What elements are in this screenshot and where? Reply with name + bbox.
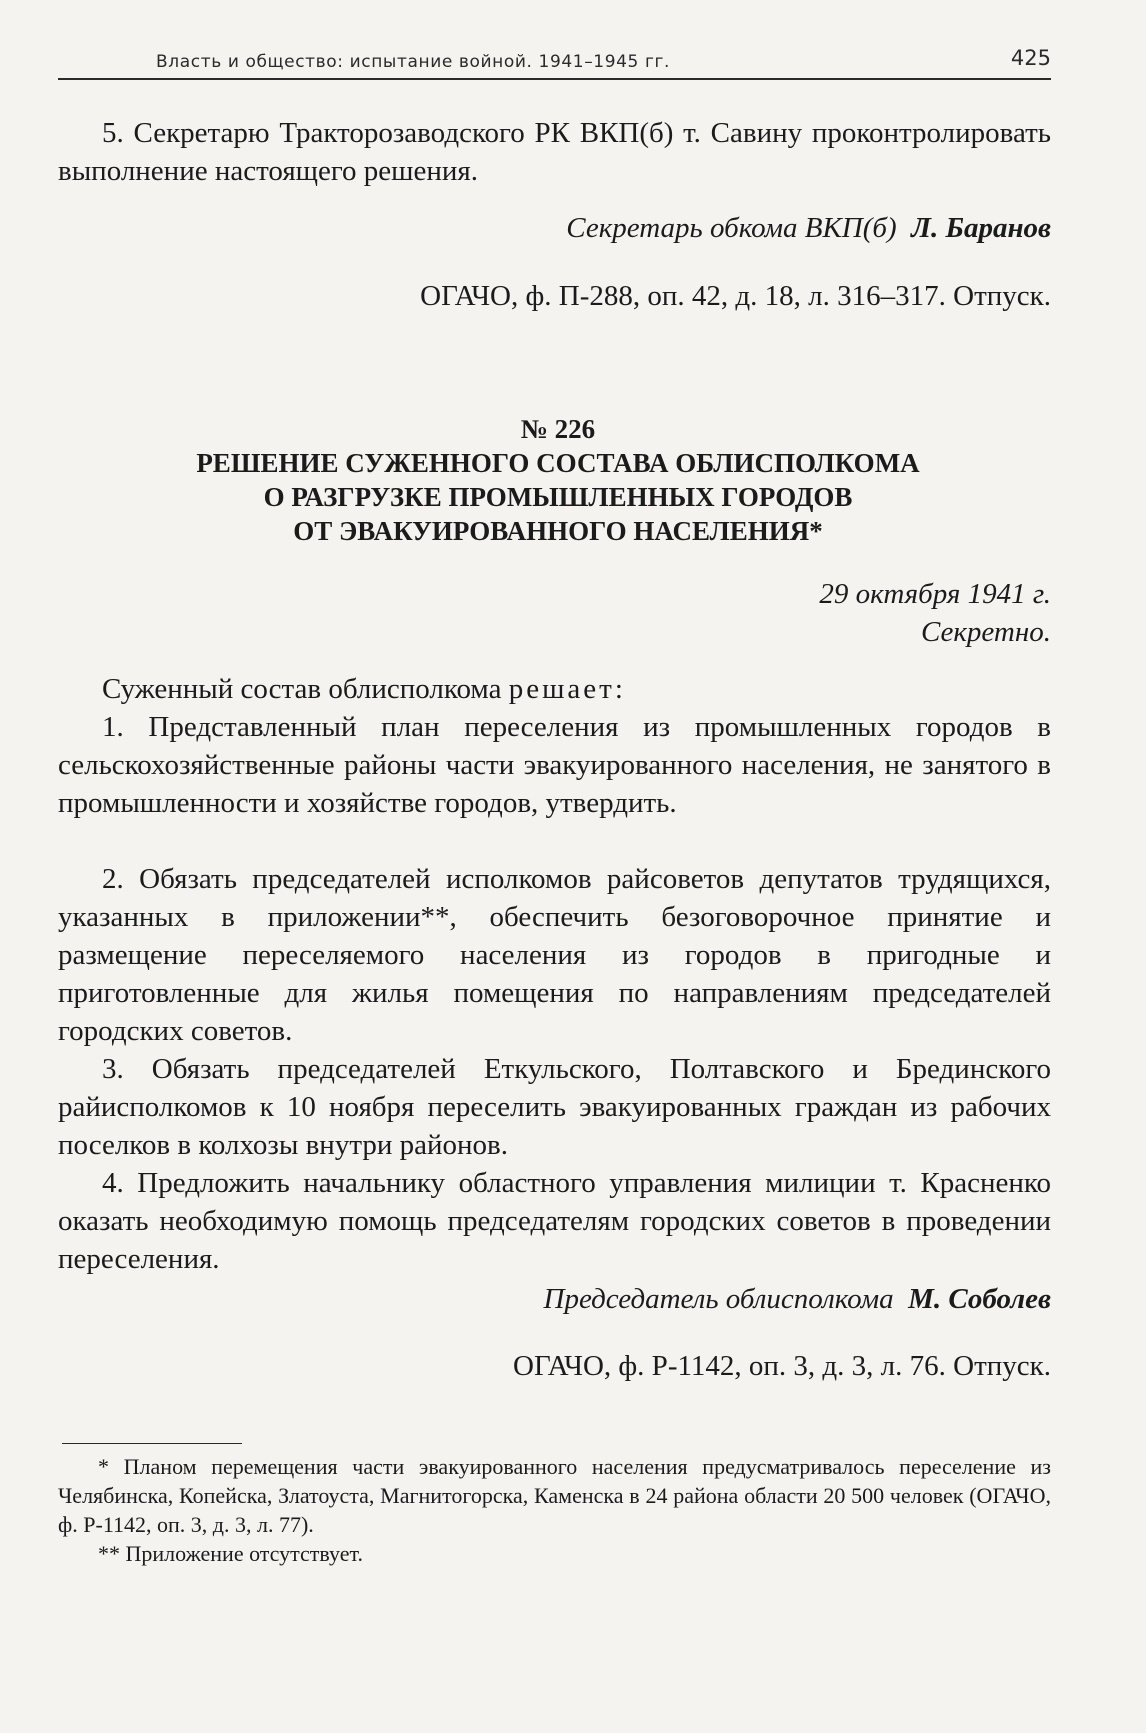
document-title-line-2: О РАЗГРУЗКЕ ПРОМЫШЛЕННЫХ ГОРОДОВ: [263, 482, 853, 512]
document-number: № 226: [520, 414, 596, 444]
prev-doc-item-5: 5. Секретарю Тракторозаводского РК ВКП(б) т. Савину проконтролировать выполнение настоящего решения.: [58, 117, 1051, 187]
prev-doc-source: ОГАЧО, ф. П-288, оп. 42, д. 18, л. 316–317. Отпуск.: [420, 280, 1051, 312]
signature-name: М. Соболев: [908, 1283, 1051, 1315]
document-source: ОГАЧО, ф. Р-1142, оп. 3, д. 3, л. 76. Отпуск.: [513, 1350, 1051, 1382]
decision-preamble: [58, 670, 1051, 708]
prev-signature-name: Л. Баранов: [911, 212, 1051, 244]
prev-doc-signature: [58, 209, 1051, 247]
running-title: Власть и общество: испытание войной. 1941–1945 гг.: [156, 52, 671, 72]
document-signature: [58, 1280, 1051, 1318]
prev-signature-role: Секретарь обкома ВКП(б): [566, 212, 897, 244]
decides-word: решает:: [508, 673, 626, 705]
running-header: [58, 42, 1051, 80]
footnotes: [58, 1452, 1051, 1568]
document-title-line-1: РЕШЕНИЕ СУЖЕННОГО СОСТАВА ОБЛИСПОЛКОМА: [196, 448, 920, 478]
footnote-2: ** Приложение отсутствует.: [98, 1541, 363, 1566]
decision-item-1: 1. Представленный план переселения из промышленных городов в сельскохозяйственные районы части эвакуированного населения, не занятого в промышленности и хозяйстве городов, утвердить.: [58, 711, 1051, 819]
document-date: 29 октября 1941 г.: [819, 578, 1051, 610]
signature-role: Председатель облисполкома: [543, 1283, 894, 1315]
decision-item-3: 3. Обязать председателей Еткульского, Полтавского и Брединского райисполкомов к 10 ноября переселить эвакуированных граждан из рабочих поселков в колхозы внутри районов.: [58, 1053, 1051, 1161]
page-number: 425: [1010, 46, 1051, 70]
document-title-line-3: ОТ ЭВАКУИРОВАННОГО НАСЕЛЕНИЯ*: [293, 516, 823, 546]
decision-item-2: 2. Обязать председателей исполкомов райсоветов депутатов трудящихся, указанных в приложении**, обеспечить безоговорочное принятие и размещение переселяемого населения из городов в пригодные и приготовленные для жилья помещения по направлениям председателей городских советов.: [58, 863, 1051, 1047]
footnote-1: * Планом перемещения части эвакуированного населения предусматривалось переселение из Челябинска, Копейска, Златоуста, Магнитогорска, Каменска в 24 района области 20 500 человек (ОГАЧО, ф. Р-1142, оп. 3, д. 3, л. 77).: [58, 1454, 1051, 1537]
preamble-text: Суженный состав облисполкома: [102, 673, 502, 705]
decision-item-4: 4. Предложить начальнику областного управления милиции т. Красненко оказать необходимую помощь председателям городских советов в проведении переселения.: [58, 1167, 1051, 1275]
document-classification: Секретно.: [920, 616, 1051, 648]
footnote-divider: [62, 1443, 242, 1444]
